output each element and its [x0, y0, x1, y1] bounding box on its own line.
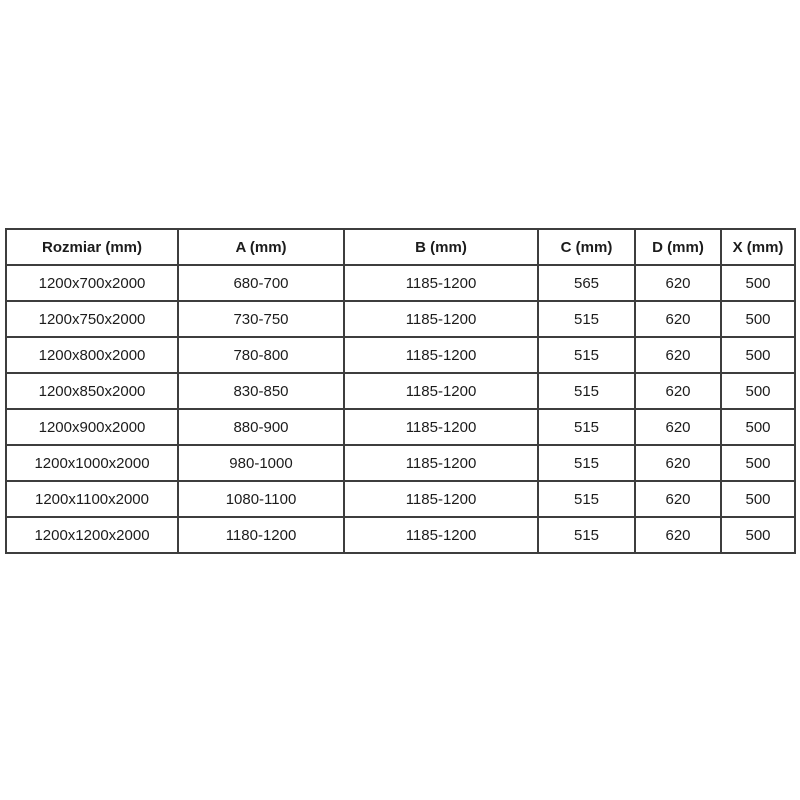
- dimensions-table-container: [5, 228, 796, 554]
- table-cell: 500: [721, 517, 795, 553]
- table-cell: 1200x800x2000: [6, 337, 178, 373]
- table-cell: 515: [538, 517, 635, 553]
- table-cell: 1185-1200: [344, 301, 538, 337]
- column-header-rozmiar: Rozmiar (mm): [6, 229, 178, 265]
- table-cell: 620: [635, 337, 721, 373]
- table-cell: 515: [538, 445, 635, 481]
- table-row: [6, 409, 795, 445]
- table-cell: 1080-1100: [178, 481, 344, 517]
- table-cell: 620: [635, 301, 721, 337]
- table-cell: 1185-1200: [344, 517, 538, 553]
- table-cell: 500: [721, 481, 795, 517]
- table-cell: 620: [635, 373, 721, 409]
- table-cell: 620: [635, 517, 721, 553]
- table-cell: 1185-1200: [344, 373, 538, 409]
- column-header-c: C (mm): [538, 229, 635, 265]
- table-cell: 515: [538, 409, 635, 445]
- table-cell: 515: [538, 373, 635, 409]
- table-cell: 1180-1200: [178, 517, 344, 553]
- table-cell: 980-1000: [178, 445, 344, 481]
- table-row: [6, 445, 795, 481]
- table-row: [6, 265, 795, 301]
- table-cell: 515: [538, 337, 635, 373]
- column-header-x: X (mm): [721, 229, 795, 265]
- table-cell: 1200x850x2000: [6, 373, 178, 409]
- table-row: [6, 337, 795, 373]
- table-cell: 1200x900x2000: [6, 409, 178, 445]
- column-header-d: D (mm): [635, 229, 721, 265]
- table-cell: 780-800: [178, 337, 344, 373]
- dimensions-table: [5, 228, 796, 554]
- table-row: [6, 301, 795, 337]
- header-row: [6, 229, 795, 265]
- table-cell: 565: [538, 265, 635, 301]
- table-cell: 1185-1200: [344, 409, 538, 445]
- table-cell: 1200x1000x2000: [6, 445, 178, 481]
- table-cell: 500: [721, 445, 795, 481]
- table-cell: 500: [721, 373, 795, 409]
- table-cell: 620: [635, 409, 721, 445]
- table-cell: 620: [635, 445, 721, 481]
- table-body: [6, 265, 795, 553]
- table-row: [6, 517, 795, 553]
- table-cell: 515: [538, 481, 635, 517]
- table-cell: 1185-1200: [344, 481, 538, 517]
- table-cell: 515: [538, 301, 635, 337]
- table-row: [6, 373, 795, 409]
- column-header-a: A (mm): [178, 229, 344, 265]
- table-cell: 620: [635, 265, 721, 301]
- table-cell: 730-750: [178, 301, 344, 337]
- table-cell: 1200x700x2000: [6, 265, 178, 301]
- table-cell: 880-900: [178, 409, 344, 445]
- column-header-b: B (mm): [344, 229, 538, 265]
- table-cell: 500: [721, 265, 795, 301]
- table-row: [6, 481, 795, 517]
- table-cell: 1185-1200: [344, 265, 538, 301]
- table-cell: 1185-1200: [344, 445, 538, 481]
- table-cell: 1200x750x2000: [6, 301, 178, 337]
- table-cell: 830-850: [178, 373, 344, 409]
- table-cell: 500: [721, 337, 795, 373]
- table-cell: 500: [721, 409, 795, 445]
- table-cell: 620: [635, 481, 721, 517]
- table-cell: 1200x1200x2000: [6, 517, 178, 553]
- table-cell: 1200x1100x2000: [6, 481, 178, 517]
- table-cell: 1185-1200: [344, 337, 538, 373]
- table-cell: 680-700: [178, 265, 344, 301]
- table-cell: 500: [721, 301, 795, 337]
